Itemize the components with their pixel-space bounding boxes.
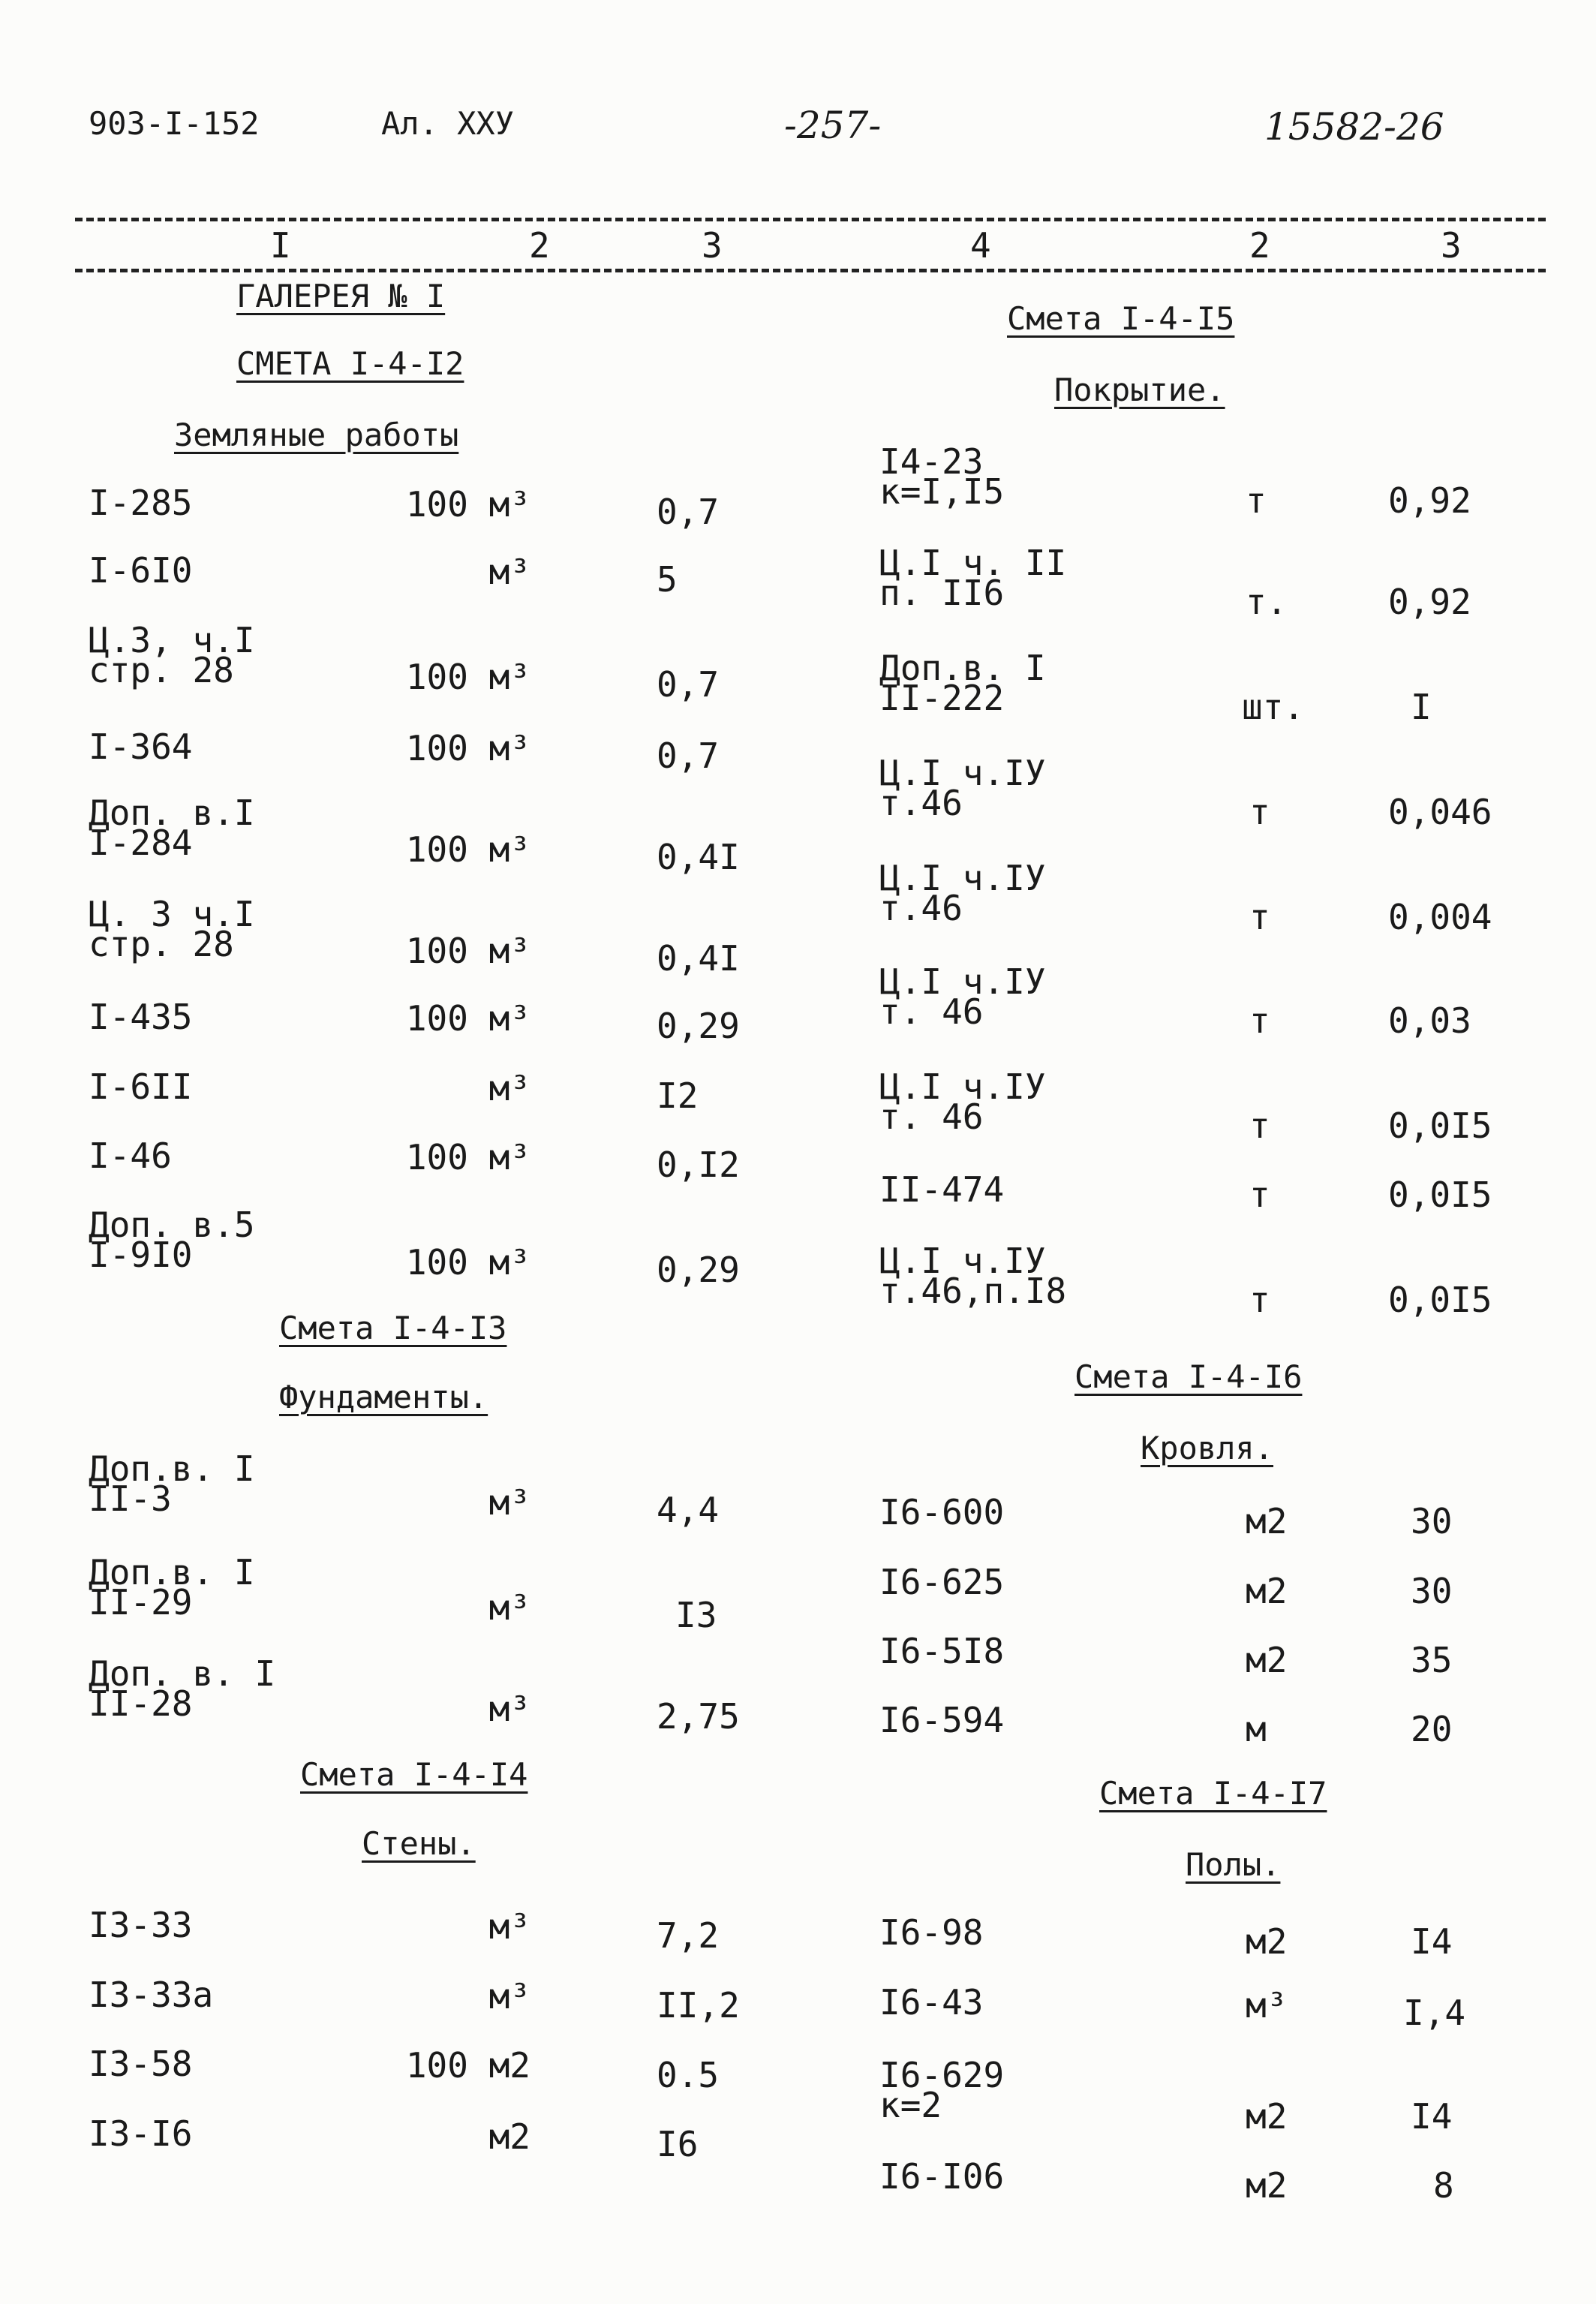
unit-cell: м2 (1246, 1640, 1288, 1680)
quantity-cell: 0,7 (657, 664, 720, 705)
code-cell: Ц.3, ч.I стр. 28 (89, 620, 255, 690)
code-cell: Ц.I ч.IУ т.46 (879, 858, 1046, 928)
quantity-cell: I,4 (1403, 1993, 1466, 2033)
quantity-cell: I6 (657, 2124, 699, 2164)
unit-cell: 100 м³ (405, 484, 530, 525)
code-cell: Доп.в. I II-222 (879, 648, 1046, 718)
code-cell: I3-33 (89, 1905, 193, 1945)
quantity-cell: 30 (1411, 1571, 1453, 1611)
quantity-cell: 0,7 (657, 492, 720, 532)
code-cell: II-474 (879, 1169, 1005, 1210)
quantity-cell: I3 (675, 1595, 717, 1635)
unit-cell: т (1246, 480, 1267, 521)
quantity-cell: 0,0I5 (1388, 1280, 1492, 1320)
quantity-cell: 7,2 (657, 1915, 720, 1956)
quantity-cell: I4 (1411, 2096, 1453, 2137)
quantity-cell: I2 (657, 1075, 699, 1116)
section-title: Кровля. (1141, 1430, 1274, 1466)
sheet-number: 15582-26 (1264, 105, 1444, 149)
code-cell: Доп. в.I I-284 (89, 793, 255, 863)
table-top-rule (75, 218, 1546, 221)
code-cell: I6-98 (879, 1912, 984, 1953)
unit-cell: 100 м³ (405, 931, 530, 971)
code-cell: Доп.в. I II-3 (89, 1448, 255, 1519)
quantity-cell: 0,92 (1388, 582, 1471, 622)
column-number: 3 (1441, 225, 1462, 266)
unit-cell: т (1249, 897, 1270, 937)
unit-cell: м2 (488, 2116, 530, 2157)
album-number: Ал. ХХУ (381, 105, 515, 142)
unit-cell: 100 м³ (405, 1242, 530, 1283)
unit-cell: т (1249, 792, 1270, 832)
code-cell: I-364 (89, 726, 193, 767)
quantity-cell: 0,4I (657, 938, 740, 979)
quantity-cell: 4,4 (657, 1490, 720, 1530)
section-title: Земляные работы (174, 417, 459, 453)
code-cell: I6-625 (879, 1562, 1005, 1602)
code-cell: I6-5I8 (879, 1631, 1005, 1671)
column-number: 3 (702, 225, 723, 266)
quantity-cell: 0,7 (657, 735, 720, 776)
code-cell: Ц.I ч.IУ т. 46 (879, 1066, 1046, 1137)
unit-cell: м³ (488, 1482, 530, 1523)
code-cell: I-285 (89, 483, 193, 523)
unit-cell: т (1249, 1105, 1270, 1146)
code-cell: I-46 (89, 1135, 172, 1176)
unit-cell: 100 м³ (405, 998, 530, 1039)
unit-cell: м2 (1246, 1501, 1288, 1542)
estimate-title: Смета I-4-I3 (279, 1310, 507, 1346)
code-cell: I3-I6 (89, 2113, 193, 2154)
unit-cell: 100 м³ (405, 829, 530, 870)
code-cell: Доп.в. I II-29 (89, 1552, 255, 1623)
unit-cell: м³ (488, 1976, 530, 2017)
quantity-cell: I4 (1411, 1921, 1453, 1962)
quantity-cell: 0,046 (1388, 792, 1492, 832)
code-cell: Ц.I ч.IУ т. 46 (879, 961, 1046, 1032)
quantity-cell: 0,0I5 (1388, 1175, 1492, 1215)
unit-cell: м³ (488, 552, 530, 592)
unit-cell: м2 (1246, 1921, 1288, 1962)
unit-cell: т (1249, 1280, 1270, 1320)
code-cell: I6-I06 (879, 2156, 1005, 2197)
quantity-cell: 0,29 (657, 1250, 740, 1290)
quantity-cell: 0,4I (657, 837, 740, 877)
unit-cell: м (1246, 1709, 1267, 1749)
unit-cell: 100 м2 (405, 2045, 530, 2086)
unit-cell: м³ (488, 1587, 530, 1628)
unit-cell: м³ (488, 1689, 530, 1729)
code-cell: Ц.I ч.IУ т.46,п.I8 (879, 1241, 1067, 1311)
code-cell: I4-23 к=I,I5 (879, 441, 1005, 512)
unit-cell: м³ (488, 1906, 530, 1947)
estimate-title: Смета I-4-I5 (1007, 300, 1235, 337)
unit-cell: 100 м³ (405, 657, 530, 697)
quantity-cell: 35 (1411, 1640, 1453, 1680)
code-cell: I6-594 (879, 1700, 1005, 1740)
estimate-title: Смета I-4-I6 (1075, 1358, 1303, 1395)
code-cell: Ц.I ч. II п. II6 (879, 543, 1067, 613)
section-title: Стены. (362, 1825, 476, 1862)
quantity-cell: I (1411, 687, 1432, 727)
estimate-title: Смета I-4-I7 (1099, 1775, 1327, 1812)
quantity-cell: 0,29 (657, 1006, 740, 1046)
code-cell: I3-33а (89, 1975, 214, 2015)
column-number: 2 (529, 225, 550, 266)
quantity-cell: 0,0I5 (1388, 1105, 1492, 1146)
code-cell: I-6I0 (89, 550, 193, 591)
quantity-cell: 0,03 (1388, 1000, 1471, 1041)
code-cell: I6-43 (879, 1982, 984, 2023)
code-cell: Ц.I ч.IУ т.46 (879, 753, 1046, 823)
quantity-cell: 0.5 (657, 2055, 720, 2095)
gallery-title: ГАЛЕРЕЯ № I (236, 278, 446, 314)
unit-cell: шт. (1242, 687, 1305, 727)
unit-cell: т (1249, 1000, 1270, 1041)
code-cell: I6-629 к=2 (879, 2055, 1005, 2125)
quantity-cell: 30 (1411, 1501, 1453, 1542)
estimate-title: Смета I-4-I4 (300, 1756, 528, 1793)
quantity-cell: 0,004 (1388, 897, 1492, 937)
code-cell: Ц. 3 ч.I стр. 28 (89, 894, 255, 964)
quantity-cell: 5 (657, 559, 678, 600)
unit-cell: т (1249, 1175, 1270, 1215)
table-header-rule (75, 269, 1546, 272)
project-code: 903-I-152 (89, 105, 260, 142)
quantity-cell: 2,75 (657, 1696, 740, 1737)
quantity-cell: II,2 (657, 1985, 740, 2026)
code-cell: Доп. в.5 I-9I0 (89, 1205, 255, 1275)
quantity-cell: 20 (1411, 1709, 1453, 1749)
column-number: I (270, 225, 291, 266)
unit-cell: м2 (1246, 2096, 1288, 2137)
estimate-title: СМЕТА I-4-I2 (236, 345, 464, 382)
section-title: Покрытие. (1054, 371, 1225, 408)
section-title: Фундаменты. (279, 1379, 488, 1415)
unit-cell: 100 м³ (405, 1137, 530, 1178)
column-number: 4 (970, 225, 991, 266)
unit-cell: м³ (488, 1068, 530, 1108)
unit-cell: м³ (1246, 1985, 1288, 2026)
code-cell: I6-600 (879, 1492, 1005, 1532)
code-cell: I-435 (89, 997, 193, 1037)
quantity-cell: 8 (1433, 2165, 1454, 2206)
code-cell: I-6II (89, 1066, 193, 1107)
unit-cell: м2 (1246, 1571, 1288, 1611)
code-cell: I3-58 (89, 2044, 193, 2084)
code-cell: Доп. в. I II-28 (89, 1653, 276, 1724)
unit-cell: м2 (1246, 2165, 1288, 2206)
page-number: -257- (784, 104, 882, 147)
unit-cell: 100 м³ (405, 728, 530, 769)
unit-cell: т. (1246, 582, 1288, 622)
quantity-cell: 0,92 (1388, 480, 1471, 521)
column-number: 2 (1249, 225, 1270, 266)
section-title: Полы. (1186, 1846, 1281, 1883)
quantity-cell: 0,I2 (657, 1144, 740, 1185)
